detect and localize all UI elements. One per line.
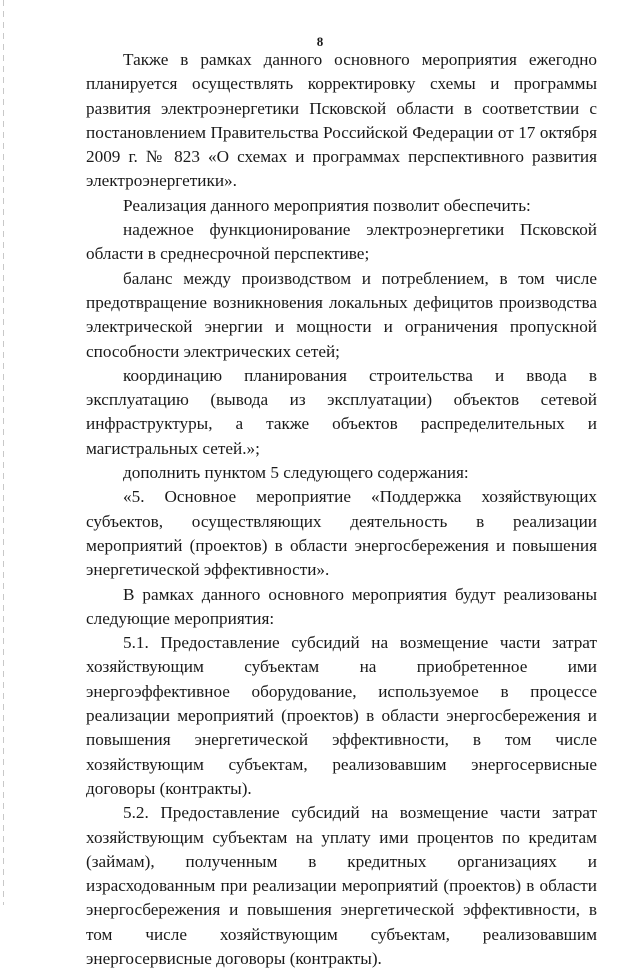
paragraph: надежное функционирование электроэнергетики Псковской области в среднесрочной перспективе;: [86, 220, 597, 264]
paragraph: координацию планирования строительства и ввода в эксплуатацию (вывода из эксплуатации) объектов сетевой инфраструктуры, а также объектов распределительных и магистральных сетей.»;: [86, 365, 597, 458]
paragraph: Реализация данного мероприятия позволит обеспечить:: [123, 195, 531, 215]
paragraph: 5.2. Предоставление субсидий на возмещение части затрат хозяйствующим субъектам на уплату ими процентов по кредитам (займам), полученным в кредитных организациях и израсходованным при реализации мероприятий (проектов) в области энергосбережения и повышения энергетической эффективности, в том числе хозяйствующим субъектам, реализовавшим энергосервисные договоры (контракты).: [86, 803, 597, 968]
document-body: [86, 48, 597, 971]
paragraph: Также в рамках данного основного мероприятия ежегодно планируется осуществлять корректировку схемы и программы развития электроэнергетики Псковской области в соответствии с постановлением Правительства Российской Федерации от 17 октября 2009 г. № 823 «О схемах и программах перспективного развития электроэнергетики».: [86, 50, 597, 191]
paragraph: «5. Основное мероприятие «Поддержка хозяйствующих субъектов, осуществляющих деятельность в реализации мероприятий (проектов) в области энергосбережения и повышения энергетической эффективности».: [86, 487, 597, 580]
paragraph: В рамках данного основного мероприятия будут реализованы следующие мероприятия:: [86, 584, 597, 628]
scan-edge-line: [3, 0, 4, 905]
page-number: 8: [316, 34, 324, 49]
paragraph: баланс между производством и потреблением, в том числе предотвращение возникновения локальных дефицитов производства электрической энергии и мощности и ограничения пропускной способности электрических сетей;: [86, 268, 597, 361]
paragraph: 5.1. Предоставление субсидий на возмещение части затрат хозяйствующим субъектам на приобретенное ими энергоэффективное оборудование, используемое в процессе реализации мероприятий (проектов) в области энергосбережения и повышения энергетической эффективности, в том числе хозяйствующим субъектам, реализовавшим энергосервисные договоры (контракты).: [86, 633, 597, 798]
paragraph: дополнить пунктом 5 следующего содержания:: [123, 463, 469, 483]
